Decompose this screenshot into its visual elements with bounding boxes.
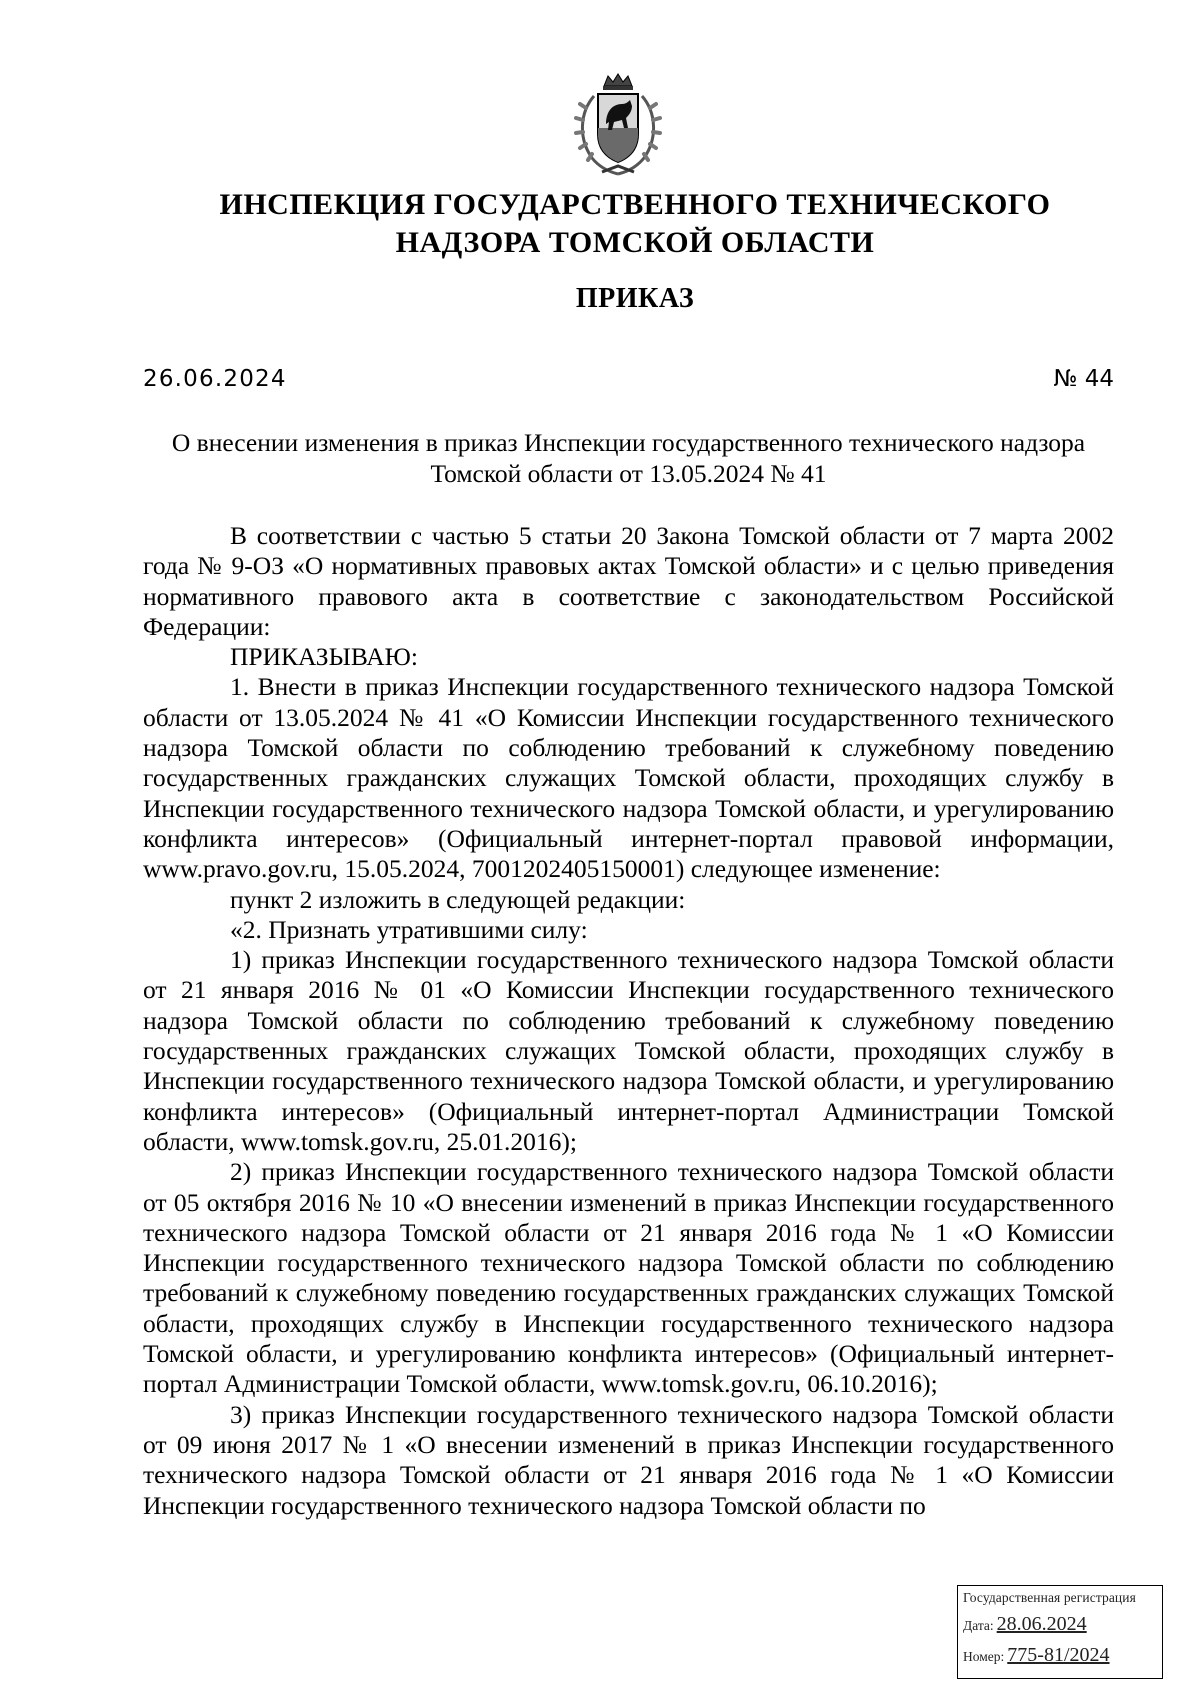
clause-1: 1. Внести в приказ Инспекции государственного технического надзора Томской области от 13.05.2024 № 41 «О Комиссии Инспекции государственного технического надзора Томской области по соблюдению требований к служебному поведению государственных гражданских служащих Томской области, проходящих службу в Инспекции государственного технического надзора Томской области, и урегулированию конфликта интересов» (Официальный интернет-портал правовой информации, www.pravo.gov.ru, 15.05.2024, 7001202405150001) следующее изменение:	[143, 672, 1114, 884]
document-number: № 44	[1053, 366, 1114, 392]
document-type: ПРИКАЗ	[575, 283, 695, 314]
order-keyword: ПРИКАЗЫВАЮ:	[230, 642, 418, 672]
repealed-item-2: 2) приказ Инспекции государственного технического надзора Томской области от 05 октября 2016 № 10 «О внесении изменений в приказ Инспекции государственного технического надзора Томской области от 21 января 2016 года № 1 «О Комиссии Инспекции государственного технического надзора Томской области по соблюдению требований к служебному поведению государственных гражданских служащих Томской области, проходящих службу в Инспекции государственного технического надзора Томской области, и урегулированию конфликта интересов» (Официальный интернет-портал Администрации Томской области, www.tomsk.gov.ru, 06.10.2016);	[143, 1157, 1114, 1399]
stamp-title: Государственная регистрация	[963, 1590, 1136, 1605]
stamp-number-value: 775-81/2024	[1007, 1644, 1110, 1666]
org-name-line-2: НАДЗОРА ТОМСКОЙ ОБЛАСТИ	[395, 226, 875, 259]
coat-of-arms-icon	[572, 72, 664, 180]
clause-1-instruction: пункт 2 изложить в следующей редакции:	[230, 884, 686, 914]
stamp-date-value: 28.06.2024	[996, 1613, 1087, 1635]
stamp-date-label: Дата:	[963, 1618, 994, 1633]
document-subject: О внесении изменения в приказ Инспекции государственного технического надзора Томской области от 13.05.2024 № 41	[171, 428, 1086, 488]
document-date: 26.06.2024	[143, 366, 287, 392]
preamble-paragraph: В соответствии с частью 5 статьи 20 Закона Томской области от 7 марта 2002 года № 9-ОЗ «О нормативных правовых актах Томской области» и с целью приведения нормативного правового акта в соответствие с законодательством Российской Федерации:	[143, 521, 1114, 641]
stamp-number-label: Номер:	[963, 1649, 1005, 1664]
stamp-date-row	[963, 1613, 1087, 1636]
org-name-line-1: ИНСПЕКЦИЯ ГОСУДАРСТВЕННОГО ТЕХНИЧЕСКОГО	[219, 188, 1051, 221]
new-clause-2-heading: «2. Признать утратившими силу:	[230, 914, 588, 944]
registration-stamp	[957, 1585, 1163, 1679]
stamp-number-row	[963, 1644, 1110, 1667]
repealed-item-1: 1) приказ Инспекции государственного технического надзора Томской области от 21 января 2016 № 01 «О Комиссии Инспекции государственного технического надзора Томской области по соблюдению требований к служебному поведению государственных гражданских служащих Томской области, проходящих службу в Инспекции государственного технического надзора Томской области, и урегулированию конфликта интересов» (Официальный интернет-портал Администрации Томской области, www.tomsk.gov.ru, 25.01.2016);	[143, 945, 1114, 1156]
document-body	[143, 521, 1114, 1521]
repealed-item-3: 3) приказ Инспекции государственного технического надзора Томской области от 09 июня 2017 № 1 «О внесении изменений в приказ Инспекции государственного технического надзора Томской области от 21 января 2016 года № 1 «О Комиссии Инспекции государственного технического надзора Томской области по	[143, 1399, 1114, 1520]
